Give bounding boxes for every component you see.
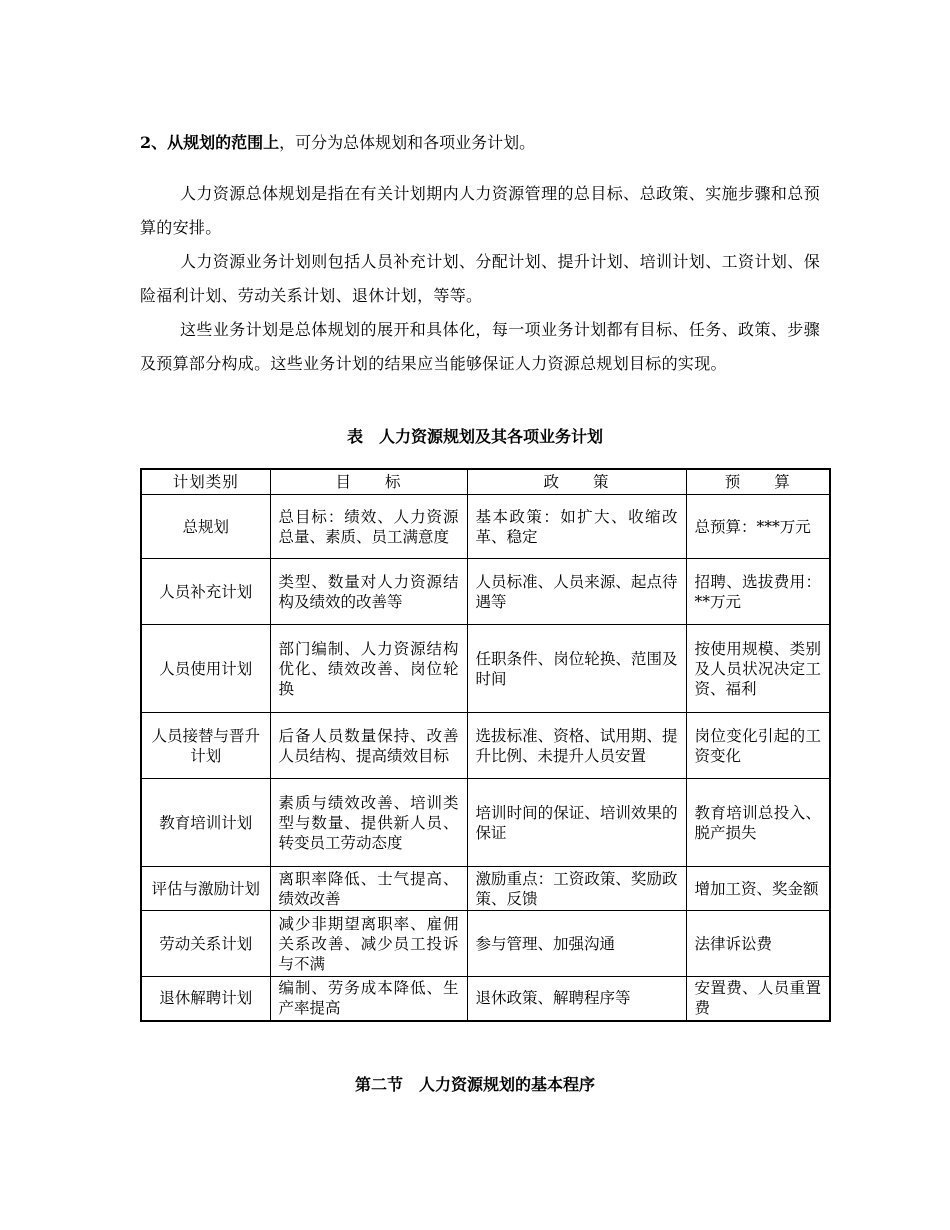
cell-goal: 总目标：绩效、人力资源总量、素质、员工满意度: [270, 495, 467, 559]
cell-policy: 选拔标准、资格、试用期、提升比例、未提升人员安置: [467, 713, 686, 779]
table-row: [141, 625, 830, 713]
plan-table: [140, 468, 831, 1022]
cell-policy: 激励重点：工资政策、奖励政策、反馈: [467, 867, 686, 911]
cell-policy: 人员标准、人员来源、起点待遇等: [467, 559, 686, 625]
cell-goal: 编制、劳务成本降低、生产率提高: [270, 977, 467, 1021]
table-header-row: [141, 469, 830, 495]
cell-category: 教育培训计划: [141, 779, 270, 867]
cell-goal: 后备人员数量保持、改善人员结构、提高绩效目标: [270, 713, 467, 779]
header-budget: 预 算: [686, 469, 830, 495]
cell-category: 人员接替与晋升计划: [141, 713, 270, 779]
subheading-bold: 2、从规划的范围上: [140, 133, 280, 152]
cell-category: 总规划: [141, 495, 270, 559]
table-row: [141, 779, 830, 867]
paragraph-business-plan: 人力资源业务计划则包括人员补充计划、分配计划、提升计划、培训计划、工资计划、保险福利计划、劳动关系计划、退休计划，等等。: [140, 252, 820, 305]
cell-policy: 参与管理、加强沟通: [467, 911, 686, 977]
table-title: 表 人力资源规划及其各项业务计划: [346, 427, 603, 446]
cell-category: 人员使用计划: [141, 625, 270, 713]
cell-category: 评估与激励计划: [141, 867, 270, 911]
cell-budget: 教育培训总投入、脱产损失: [686, 779, 830, 867]
cell-goal: 部门编制、人力资源结构优化、绩效改善、岗位轮换: [270, 625, 467, 713]
table-row: [141, 867, 830, 911]
cell-goal: 类型、数量对人力资源结构及绩效的改善等: [270, 559, 467, 625]
header-policy: 政 策: [467, 469, 686, 495]
section-title: 第二节 人力资源规划的基本程序: [354, 1075, 595, 1094]
table-row: [141, 559, 830, 625]
header-goal: 目 标: [270, 469, 467, 495]
cell-policy: 基本政策：如扩大、收缩改革、稳定: [467, 495, 686, 559]
cell-budget: 安置费、人员重置费: [686, 977, 830, 1021]
subheading-rest: ，可分为总体规划和各项业务计划。: [279, 133, 536, 152]
cell-policy: 退休政策、解聘程序等: [467, 977, 686, 1021]
cell-budget: 总预算：***万元: [686, 495, 830, 559]
paragraph-overall-plan: 人力资源总体规划是指在有关计划期内人力资源管理的总目标、总政策、实施步骤和总预算的安排。: [140, 184, 820, 237]
cell-category: 劳动关系计划: [141, 911, 270, 977]
table-row: [141, 977, 830, 1021]
table-row: [141, 713, 830, 779]
header-category: 计划类别: [141, 469, 270, 495]
subheading: [140, 132, 535, 154]
cell-budget: 增加工资、奖金额: [686, 867, 830, 911]
paragraph-plan-relationship: 这些业务计划是总体规划的展开和具体化，每一项业务计划都有目标、任务、政策、步骤及预算部分构成。这些业务计划的结果应当能够保证人力资源总规划目标的实现。: [140, 320, 820, 373]
cell-goal: 减少非期望离职率、雇佣关系改善、减少员工投诉与不满: [270, 911, 467, 977]
cell-policy: 任职条件、岗位轮换、范围及时间: [467, 625, 686, 713]
cell-policy: 培训时间的保证、培训效果的保证: [467, 779, 686, 867]
cell-goal: 素质与绩效改善、培训类型与数量、提供新人员、转变员工劳动态度: [270, 779, 467, 867]
cell-budget: 按使用规模、类别及人员状况决定工资、福利: [686, 625, 830, 713]
cell-budget: 法律诉讼费: [686, 911, 830, 977]
cell-goal: 离职率降低、士气提高、绩效改善: [270, 867, 467, 911]
cell-category: 退休解聘计划: [141, 977, 270, 1021]
cell-budget: 招聘、选拔费用：**万元: [686, 559, 830, 625]
table-row: [141, 911, 830, 977]
cell-budget: 岗位变化引起的工资变化: [686, 713, 830, 779]
table-row: [141, 495, 830, 559]
cell-category: 人员补充计划: [141, 559, 270, 625]
